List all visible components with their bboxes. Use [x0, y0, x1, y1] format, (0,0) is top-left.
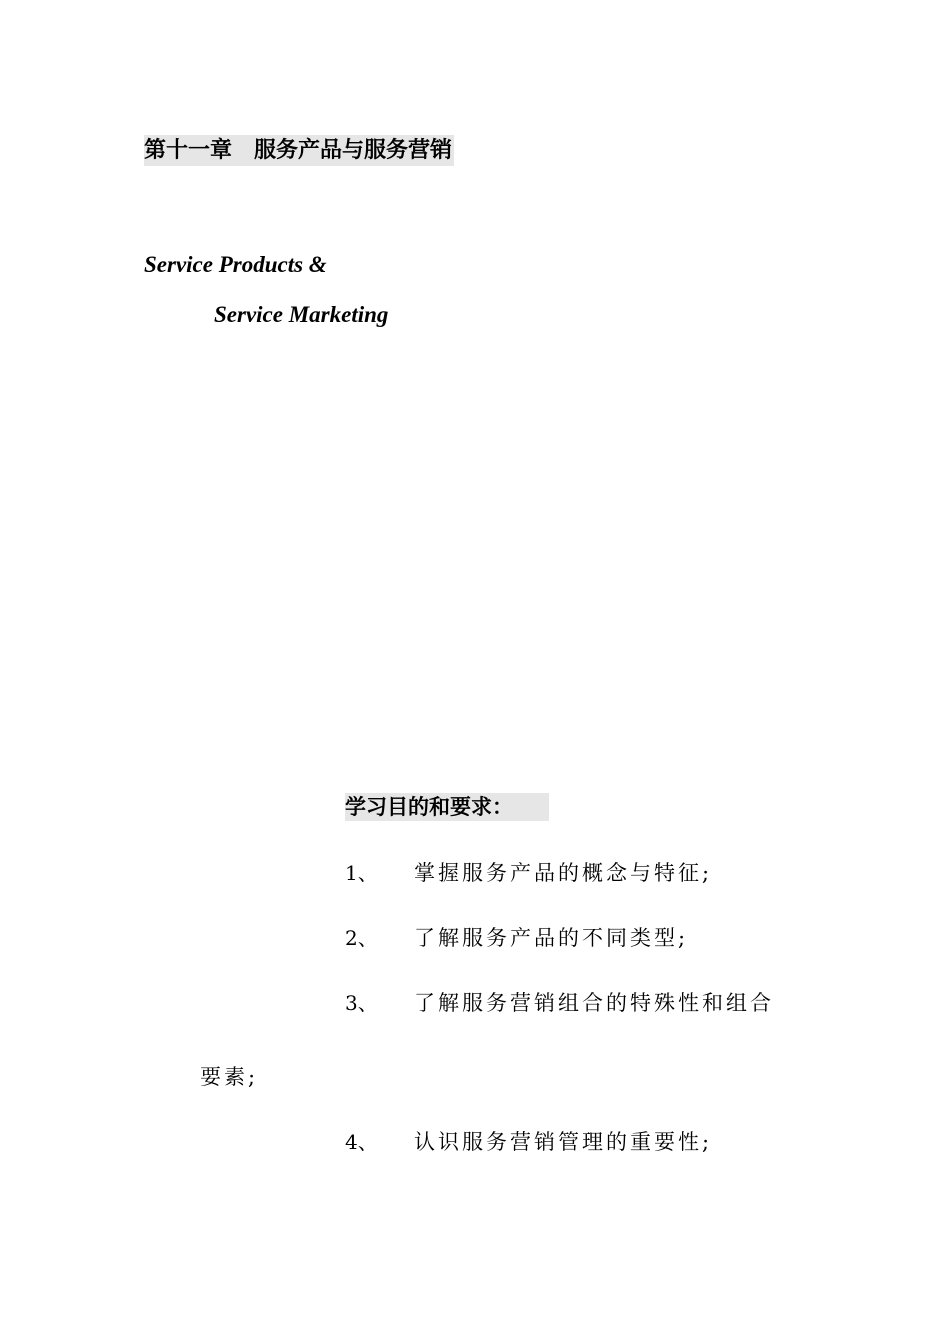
objective-number: 4、 [345, 1130, 378, 1154]
objective-text: 了解服务营销组合的特殊性和组合 [414, 991, 774, 1015]
objectives-heading: 学习目的和要求： [345, 793, 549, 821]
chapter-name: 服务产品与服务营销 [254, 138, 453, 163]
english-title-line-1: Service Products & [144, 252, 327, 277]
objective-number: 1、 [345, 861, 378, 885]
chapter-number: 第十一章 [144, 138, 233, 163]
objective-text: 认识服务营销管理的重要性; [414, 1130, 713, 1154]
objective-number: 3、 [345, 991, 378, 1015]
objective-number: 2、 [345, 926, 378, 950]
objective-text: 掌握服务产品的概念与特征; [414, 861, 713, 885]
objective-text-continuation: 要素; [200, 1065, 259, 1089]
objective-text: 了解服务产品的不同类型; [414, 926, 689, 950]
english-title-line-2: Service Marketing [214, 302, 389, 327]
chapter-title [144, 135, 454, 166]
